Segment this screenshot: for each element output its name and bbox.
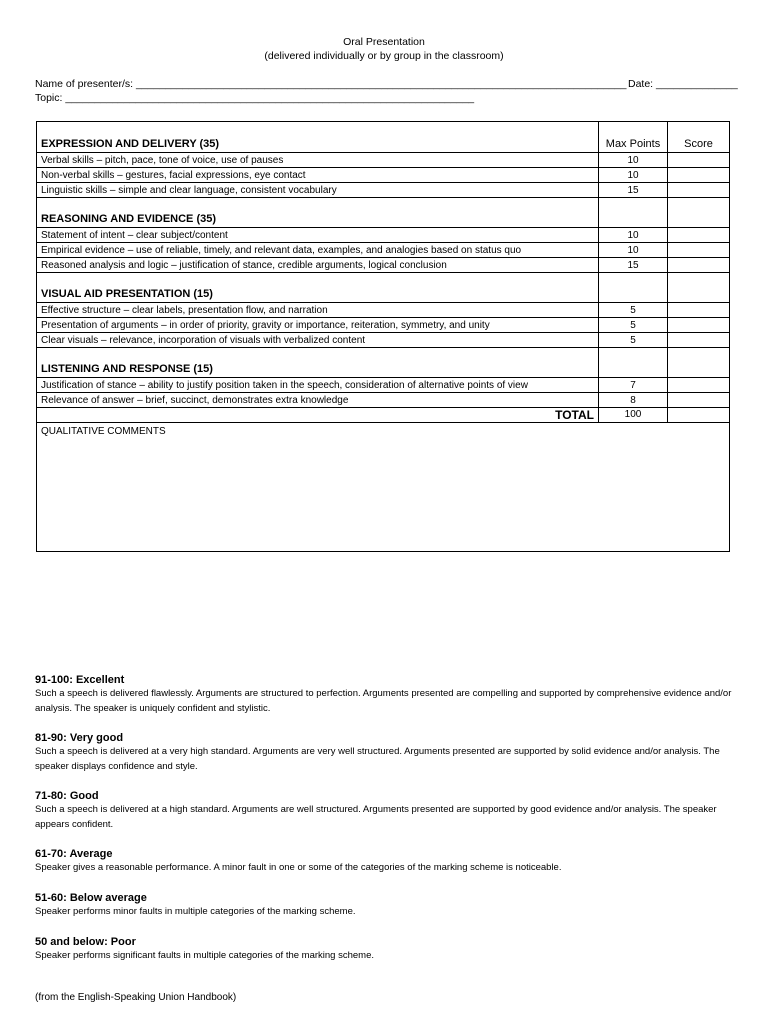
table-row — [37, 378, 730, 393]
criterion-cell: Presentation of arguments – in order of priority, gravity or importance, reiteration, symmetry, and unity — [37, 318, 599, 333]
rating-band-description: Such a speech is delivered flawlessly. Arguments are structured to perfection. Arguments presented are compelling and supported by comprehensive evidence and/or analysis. The speaker is uniquely confident and stylistic. — [35, 688, 732, 714]
criterion-cell: Reasoned analysis and logic – justification of stance, credible arguments, logical conclusion — [37, 258, 599, 273]
max-points-cell: 15 — [599, 183, 668, 198]
criterion-cell: Justification of stance – ability to justify position taken in the speech, consideration of alternative points of view — [37, 378, 599, 393]
score-cell[interactable] — [668, 153, 730, 168]
table-row — [37, 243, 730, 258]
section-header-row — [37, 273, 730, 303]
section-title: LISTENING AND RESPONSE (15) — [37, 348, 599, 378]
table-row — [37, 183, 730, 198]
table-row — [37, 393, 730, 408]
total-row — [37, 408, 730, 423]
rating-band-heading: 91-100: Excellent — [35, 674, 125, 686]
max-points-cell: 7 — [599, 378, 668, 393]
criterion-cell: Clear visuals – relevance, incorporation of visuals with verbalized content — [37, 333, 599, 348]
rating-band-heading: 71-80: Good — [35, 790, 99, 802]
criterion-cell: Linguistic skills – simple and clear language, consistent vocabulary — [37, 183, 599, 198]
criterion-cell: Relevance of answer – brief, succinct, demonstrates extra knowledge — [37, 393, 599, 408]
rating-band-description: Such a speech is delivered at a high standard. Arguments are well structured. Arguments presented are supported by good evidence and/or analysis. The speaker appears confident. — [35, 804, 717, 830]
topic-field: Topic: ______________________________________________________________________ — [35, 92, 475, 104]
max-points-cell: 5 — [599, 303, 668, 318]
date-field: Date: ______________ — [628, 78, 738, 90]
criterion-cell: Non-verbal skills – gestures, facial expressions, eye contact — [37, 168, 599, 183]
document-subtitle: (delivered individually or by group in the classroom) — [264, 50, 504, 62]
rating-band — [35, 847, 735, 876]
max-points-cell: 15 — [599, 258, 668, 273]
rating-band-description: Speaker performs minor faults in multiple categories of the marking scheme. — [35, 906, 356, 917]
criterion-cell: Empirical evidence – use of reliable, timely, and relevant data, examples, and analogies based on status quo — [37, 243, 599, 258]
score-cell[interactable] — [668, 318, 730, 333]
total-label: TOTAL — [37, 408, 599, 423]
score-cell[interactable] — [668, 303, 730, 318]
max-points-cell: 8 — [599, 393, 668, 408]
qualitative-comments-box[interactable] — [37, 423, 730, 552]
section-header-row — [37, 122, 730, 153]
table-row — [37, 318, 730, 333]
rating-band-heading: 51-60: Below average — [35, 892, 147, 904]
table-row — [37, 168, 730, 183]
max-points-cell: 10 — [599, 243, 668, 258]
section-title: REASONING AND EVIDENCE (35) — [37, 198, 599, 228]
rating-band — [35, 673, 735, 716]
score-cell — [668, 273, 730, 303]
section-header-row — [37, 348, 730, 378]
max-points-cell: 10 — [599, 168, 668, 183]
score-cell[interactable] — [668, 393, 730, 408]
rubric-table — [36, 121, 730, 552]
rating-band-heading: 61-70: Average — [35, 848, 113, 860]
max-points-cell — [599, 198, 668, 228]
score-cell[interactable] — [668, 258, 730, 273]
score-cell[interactable] — [668, 228, 730, 243]
rating-band — [35, 891, 735, 920]
rating-band — [35, 731, 735, 774]
section-title: EXPRESSION AND DELIVERY (35) — [37, 122, 599, 153]
table-row — [37, 153, 730, 168]
max-points-cell: 10 — [599, 153, 668, 168]
table-row — [37, 303, 730, 318]
comments-row — [37, 423, 730, 552]
score-cell[interactable] — [668, 333, 730, 348]
score-cell — [668, 348, 730, 378]
max-points-cell: 5 — [599, 333, 668, 348]
document-title: Oral Presentation — [343, 36, 425, 48]
document-header — [0, 35, 768, 63]
total-score-cell[interactable] — [668, 408, 730, 423]
section-title: VISUAL AID PRESENTATION (15) — [37, 273, 599, 303]
total-value: 100 — [599, 408, 668, 423]
rating-band — [35, 789, 735, 832]
score-cell[interactable] — [668, 378, 730, 393]
criterion-cell: Effective structure – clear labels, presentation flow, and narration — [37, 303, 599, 318]
rating-band-heading: 81-90: Very good — [35, 732, 124, 744]
rating-band — [35, 935, 735, 964]
rating-band-description: Such a speech is delivered at a very high standard. Arguments are very well structured. Arguments presented are supported by solid evidence and/or analysis. The speaker displays confidence and style. — [35, 746, 720, 772]
criterion-cell: Verbal skills – pitch, pace, tone of voice, use of pauses — [37, 153, 599, 168]
comments-label: QUALITATIVE COMMENTS — [41, 426, 166, 437]
rating-band-description: Speaker performs significant faults in multiple categories of the marking scheme. — [35, 950, 374, 961]
max-points-cell: 5 — [599, 318, 668, 333]
score-cell[interactable] — [668, 183, 730, 198]
max-points-header: Max Points — [599, 122, 668, 153]
rating-band-heading: 50 and below: Poor — [35, 936, 136, 948]
rating-band-description: Speaker gives a reasonable performance. A minor fault in one or some of the categories of the marking scheme is noticeable. — [35, 862, 562, 873]
score-header: Score — [668, 122, 730, 153]
source-note: (from the English-Speaking Union Handbook) — [35, 992, 237, 1003]
table-row — [37, 228, 730, 243]
max-points-cell — [599, 273, 668, 303]
presenter-field: Name of presenter/s: ____________________________________________________________________________________ — [35, 78, 627, 90]
criterion-cell: Statement of intent – clear subject/content — [37, 228, 599, 243]
table-row — [37, 258, 730, 273]
max-points-cell — [599, 348, 668, 378]
score-cell[interactable] — [668, 168, 730, 183]
section-header-row — [37, 198, 730, 228]
score-cell — [668, 198, 730, 228]
table-row — [37, 333, 730, 348]
max-points-cell: 10 — [599, 228, 668, 243]
score-cell[interactable] — [668, 243, 730, 258]
